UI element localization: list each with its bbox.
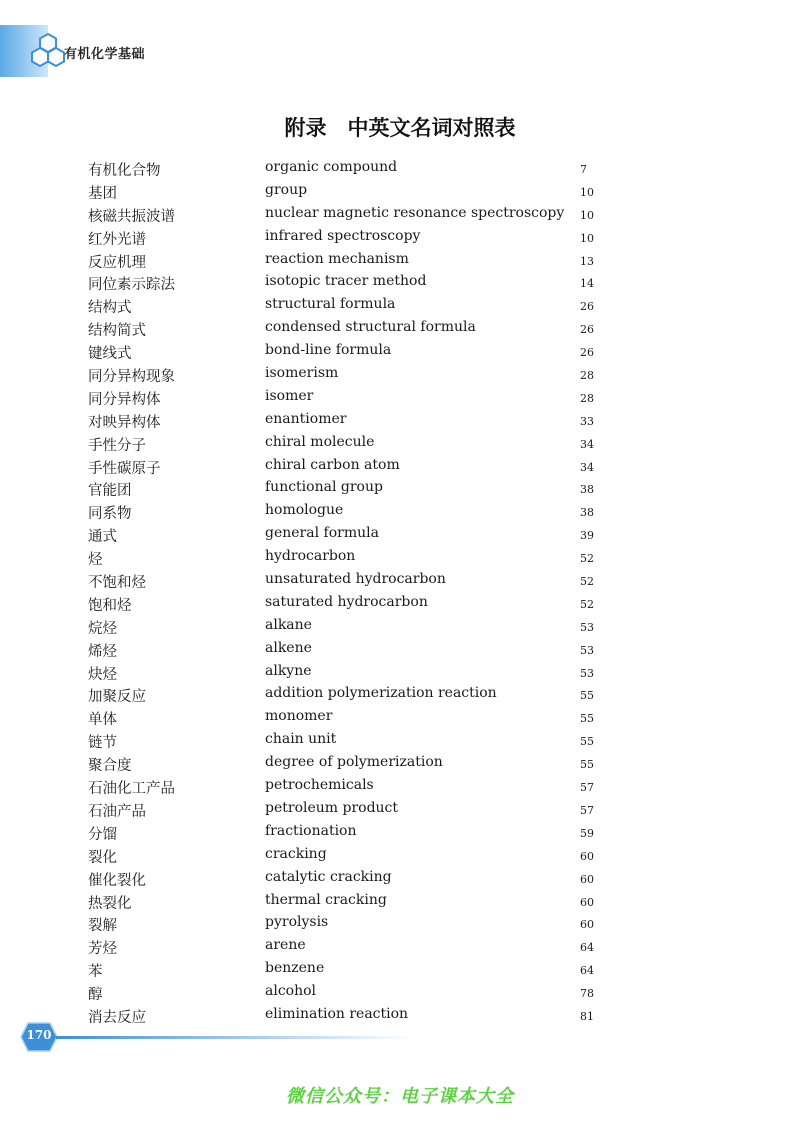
glossary-row <box>88 180 608 203</box>
term-english: condensed structural formula <box>265 319 476 336</box>
term-english: isotopic tracer method <box>265 273 427 290</box>
term-chinese: 石油化工产品 <box>88 781 175 798</box>
glossary-row <box>88 683 608 706</box>
footer-divider <box>56 1036 416 1039</box>
glossary-row <box>88 477 608 500</box>
term-english: organic compound <box>265 159 398 175</box>
term-chinese: 催化裂化 <box>88 872 146 889</box>
term-page-number: 26 <box>580 346 594 360</box>
book-title: 有机化学基础 <box>64 47 146 62</box>
term-chinese: 热裂化 <box>88 895 132 912</box>
term-english: petrochemicals <box>265 777 374 794</box>
term-page-number: 55 <box>580 758 594 772</box>
term-chinese: 烷烃 <box>88 620 117 637</box>
term-page-number: 55 <box>580 735 594 749</box>
term-chinese: 反应机理 <box>88 254 146 271</box>
term-english: pyrolysis <box>265 914 329 931</box>
glossary-row <box>88 363 608 386</box>
glossary-row <box>88 935 608 958</box>
term-page-number: 28 <box>580 369 594 383</box>
term-page-number: 10 <box>580 185 594 199</box>
glossary-row <box>88 249 608 272</box>
term-english: elimination reaction <box>265 1005 409 1022</box>
term-page-number: 34 <box>580 460 594 474</box>
term-chinese: 饱和烃 <box>88 597 132 614</box>
term-page-number: 64 <box>580 964 594 978</box>
term-english: alkyne <box>265 662 312 679</box>
term-english: homologue <box>265 502 344 519</box>
glossary-row <box>88 912 608 935</box>
term-page-number: 53 <box>580 666 594 680</box>
term-chinese: 结构式 <box>88 300 132 317</box>
page-title: 附录 中英文名词对照表 <box>284 115 516 140</box>
glossary-row <box>88 386 608 409</box>
glossary-row <box>88 775 608 798</box>
term-english: monomer <box>265 708 333 725</box>
term-english: infrared spectroscopy <box>265 227 421 244</box>
term-page-number: 55 <box>580 689 594 703</box>
glossary-row <box>88 867 608 890</box>
term-page-number: 26 <box>580 323 594 337</box>
term-english: thermal cracking <box>265 891 387 908</box>
term-english: chiral molecule <box>265 433 375 450</box>
term-english: reaction mechanism <box>265 250 409 267</box>
term-chinese: 键线式 <box>88 346 132 363</box>
term-english: isomer <box>265 387 314 404</box>
term-page-number: 60 <box>580 918 594 932</box>
glossary-row <box>88 455 608 478</box>
glossary-row <box>88 890 608 913</box>
glossary-row <box>88 958 608 981</box>
term-page-number: 52 <box>580 552 594 566</box>
term-page-number: 33 <box>580 414 594 428</box>
glossary-row <box>88 706 608 729</box>
glossary-row <box>88 569 608 592</box>
term-english: addition polymerization reaction <box>265 685 497 702</box>
term-english: chiral carbon atom <box>265 456 400 473</box>
term-page-number: 38 <box>580 483 594 497</box>
term-chinese: 有机化合物 <box>88 163 161 179</box>
glossary-row <box>88 798 608 821</box>
glossary-row <box>88 592 608 615</box>
term-chinese: 手性碳原子 <box>88 460 161 477</box>
term-english: unsaturated hydrocarbon <box>265 571 446 588</box>
term-page-number: 78 <box>580 987 594 1001</box>
term-chinese: 通式 <box>88 529 117 546</box>
glossary-row <box>88 752 608 775</box>
term-chinese: 聚合度 <box>88 758 132 775</box>
term-page-number: 55 <box>580 712 594 726</box>
term-english: group <box>265 181 308 198</box>
term-english: degree of polymerization <box>265 754 443 771</box>
glossary-row <box>88 981 608 1004</box>
glossary-row <box>88 203 608 226</box>
term-page-number: 60 <box>580 849 594 863</box>
term-english: functional group <box>265 479 383 496</box>
term-chinese: 醇 <box>88 987 103 1004</box>
term-chinese: 链节 <box>88 735 117 752</box>
term-chinese: 裂解 <box>88 918 117 935</box>
term-chinese: 芳烃 <box>88 941 117 958</box>
glossary-row <box>88 432 608 455</box>
term-page-number: 81 <box>580 1009 594 1023</box>
term-english: alcohol <box>265 983 317 1000</box>
term-chinese: 手性分子 <box>88 437 146 454</box>
term-page-number: 7 <box>580 163 587 176</box>
term-page-number: 10 <box>580 208 594 222</box>
term-english: alkane <box>265 616 312 633</box>
glossary-row <box>88 1004 608 1027</box>
term-english: general formula <box>265 525 379 542</box>
page-number: 170 <box>26 1028 52 1042</box>
term-page-number: 60 <box>580 872 594 886</box>
glossary-row <box>88 615 608 638</box>
term-chinese: 炔烃 <box>88 666 117 683</box>
term-english: isomerism <box>265 365 339 382</box>
term-chinese: 不饱和烃 <box>88 575 146 592</box>
term-chinese: 消去反应 <box>88 1009 146 1026</box>
term-page-number: 52 <box>580 575 594 589</box>
term-english: chain unit <box>265 731 337 748</box>
term-page-number: 53 <box>580 620 594 634</box>
term-english: nuclear magnetic resonance spectroscopy <box>265 204 565 221</box>
term-english: enantiomer <box>265 410 347 427</box>
term-page-number: 34 <box>580 437 594 451</box>
term-chinese: 分馏 <box>88 826 117 843</box>
term-chinese: 对映异构体 <box>88 414 161 431</box>
glossary-row <box>88 500 608 523</box>
term-page-number: 39 <box>580 529 594 543</box>
term-english: benzene <box>265 960 325 977</box>
term-chinese: 同分异构体 <box>88 391 161 408</box>
term-chinese: 裂化 <box>88 849 117 866</box>
term-page-number: 53 <box>580 643 594 657</box>
term-chinese: 加聚反应 <box>88 689 146 706</box>
glossary-row <box>88 226 608 249</box>
term-page-number: 52 <box>580 597 594 611</box>
glossary-row <box>88 294 608 317</box>
term-chinese: 基团 <box>88 185 117 202</box>
term-english: arene <box>265 937 306 954</box>
glossary-row <box>88 729 608 752</box>
term-chinese: 官能团 <box>88 483 132 500</box>
term-chinese: 结构简式 <box>88 323 146 340</box>
term-chinese: 红外光谱 <box>88 231 146 248</box>
term-english: hydrocarbon <box>265 548 356 565</box>
term-english: saturated hydrocarbon <box>265 593 428 610</box>
glossary-row <box>88 661 608 684</box>
term-english: structural formula <box>265 296 396 313</box>
glossary-row <box>88 821 608 844</box>
glossary-row <box>88 340 608 363</box>
term-chinese: 单体 <box>88 712 117 729</box>
glossary-row <box>88 157 608 180</box>
glossary-row <box>88 409 608 432</box>
term-english: alkene <box>265 639 312 656</box>
term-chinese: 烃 <box>88 552 103 569</box>
glossary-table <box>88 157 608 1027</box>
term-english: fractionation <box>265 822 357 839</box>
term-english: petroleum product <box>265 799 399 816</box>
glossary-row <box>88 523 608 546</box>
term-page-number: 57 <box>580 781 594 795</box>
glossary-row <box>88 271 608 294</box>
term-page-number: 14 <box>580 277 594 291</box>
term-page-number: 13 <box>580 254 594 268</box>
term-chinese: 核磁共振波谱 <box>88 208 175 225</box>
term-chinese: 同位素示踪法 <box>88 277 175 294</box>
glossary-row <box>88 317 608 340</box>
term-chinese: 烯烃 <box>88 643 117 660</box>
hexagon-molecule-icon <box>28 32 68 76</box>
term-page-number: 26 <box>580 300 594 314</box>
term-page-number: 57 <box>580 803 594 817</box>
term-chinese: 同系物 <box>88 506 132 523</box>
term-page-number: 38 <box>580 506 594 520</box>
term-english: cracking <box>265 845 327 862</box>
glossary-row <box>88 844 608 867</box>
term-chinese: 同分异构现象 <box>88 369 175 386</box>
term-english: catalytic cracking <box>265 868 392 885</box>
term-page-number: 10 <box>580 231 594 245</box>
term-page-number: 64 <box>580 941 594 955</box>
term-page-number: 60 <box>580 895 594 909</box>
watermark-text: 微信公众号：电子课本大全 <box>286 1086 514 1107</box>
term-page-number: 28 <box>580 391 594 405</box>
term-chinese: 石油产品 <box>88 803 146 820</box>
term-page-number: 59 <box>580 826 594 840</box>
term-english: bond-line formula <box>265 342 392 359</box>
glossary-row <box>88 546 608 569</box>
term-chinese: 苯 <box>88 964 103 981</box>
glossary-row <box>88 638 608 661</box>
